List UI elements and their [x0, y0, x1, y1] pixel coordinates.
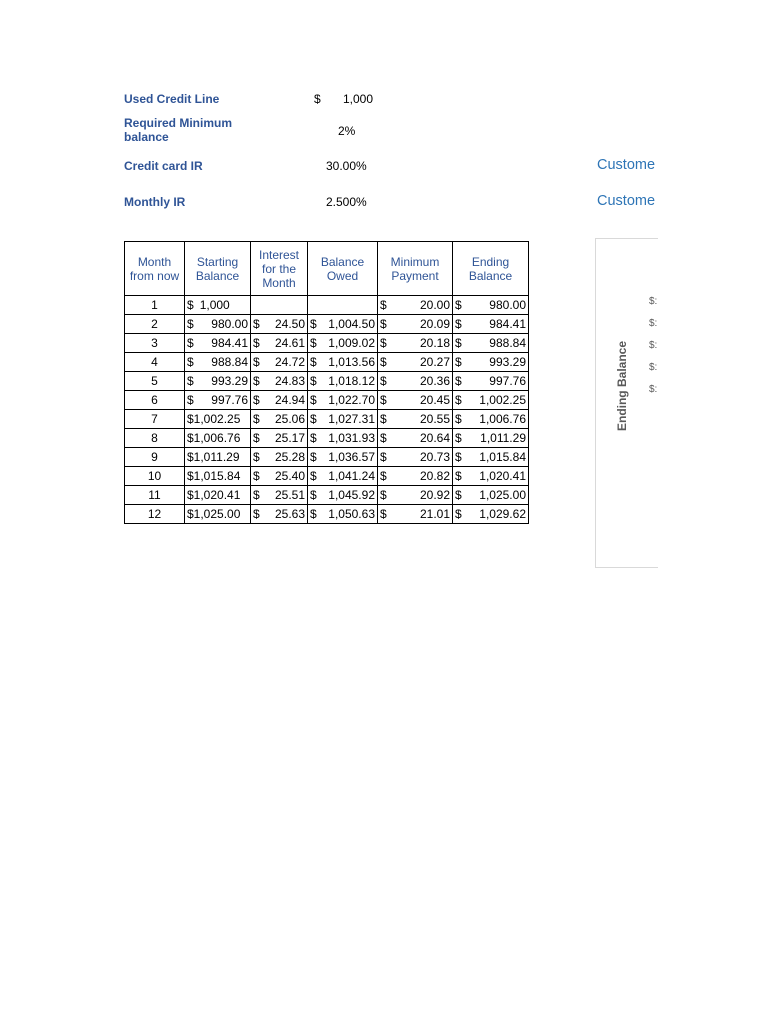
cell-ending-balance: $ 984.41: [453, 315, 529, 334]
required-minimum-label-line2: balance: [124, 130, 169, 144]
chart-y-tick: $:: [649, 362, 658, 373]
cell-balance-owed: $ 1,031.93: [308, 429, 378, 448]
cell-interest: $ 24.94: [251, 391, 308, 410]
cell-starting-balance: $ 984.41: [185, 334, 251, 353]
cell-balance-owed: $ 1,041.24: [308, 467, 378, 486]
cell-minimum-payment: $ 20.09: [378, 315, 453, 334]
cell-interest: $ 25.06: [251, 410, 308, 429]
chart-y-tick: $:: [649, 318, 658, 329]
cell-month: 12: [125, 505, 185, 524]
cell-balance-owed: $ 1,018.12: [308, 372, 378, 391]
cell-month: 1: [125, 296, 185, 315]
cell-starting-balance: $ 997.76: [185, 391, 251, 410]
cell-month: 6: [125, 391, 185, 410]
ending-balance-chart: [595, 238, 658, 568]
cell-ending-balance: $ 1,011.29: [453, 429, 529, 448]
required-minimum-value: 2%: [338, 124, 356, 138]
cell-interest: $ 24.72: [251, 353, 308, 372]
table-row: [125, 467, 529, 486]
monthly-ir-value: 2.500%: [326, 195, 367, 209]
cell-balance-owed: $ 1,022.70: [308, 391, 378, 410]
table-row: [125, 429, 529, 448]
cell-starting-balance: $1,015.84: [185, 467, 251, 486]
cell-month: 4: [125, 353, 185, 372]
cell-minimum-payment: $ 21.01: [378, 505, 453, 524]
cell-starting-balance: $1,006.76: [185, 429, 251, 448]
cell-ending-balance: $ 1,025.00: [453, 486, 529, 505]
cell-minimum-payment: $ 20.00: [378, 296, 453, 315]
customer-label-cut-1: Custome: [597, 157, 656, 173]
cell-ending-balance: $ 1,029.62: [453, 505, 529, 524]
cell-interest: $ 24.61: [251, 334, 308, 353]
chart-y-tick: $:: [649, 340, 658, 351]
cell-interest: $ 25.63: [251, 505, 308, 524]
cell-minimum-payment: $ 20.92: [378, 486, 453, 505]
cell-month: 5: [125, 372, 185, 391]
cell-ending-balance: $ 988.84: [453, 334, 529, 353]
cell-month: 9: [125, 448, 185, 467]
cell-interest: $ 24.50: [251, 315, 308, 334]
cell-month: 8: [125, 429, 185, 448]
cell-minimum-payment: $ 20.36: [378, 372, 453, 391]
used-credit-line-currency: $: [314, 92, 321, 106]
cell-minimum-payment: $ 20.55: [378, 410, 453, 429]
cell-balance-owed: $ 1,036.57: [308, 448, 378, 467]
table-row: [125, 410, 529, 429]
balance-table: [124, 241, 529, 524]
monthly-ir-label: Monthly IR: [124, 195, 186, 209]
header-ending-balance: Ending Balance: [453, 242, 529, 296]
cell-minimum-payment: $ 20.82: [378, 467, 453, 486]
header-interest: Interest for the Month: [251, 242, 308, 296]
table-row: [125, 448, 529, 467]
cell-balance-owed: $ 1,004.50: [308, 315, 378, 334]
cell-balance-owed: $ 1,013.56: [308, 353, 378, 372]
cell-minimum-payment: $ 20.45: [378, 391, 453, 410]
cell-starting-balance: $1,002.25: [185, 410, 251, 429]
cell-interest: [251, 296, 308, 315]
cell-starting-balance: $ 1,000: [185, 296, 251, 315]
cell-interest: $ 25.51: [251, 486, 308, 505]
used-credit-line-value: 1,000: [343, 92, 374, 106]
cell-ending-balance: $ 1,015.84: [453, 448, 529, 467]
cell-month: 10: [125, 467, 185, 486]
customer-label-cut-2: Custome: [597, 193, 656, 209]
cell-month: 3: [125, 334, 185, 353]
cell-interest: $ 25.40: [251, 467, 308, 486]
cell-balance-owed: $ 1,027.31: [308, 410, 378, 429]
cell-interest: $ 24.83: [251, 372, 308, 391]
cell-balance-owed: [308, 296, 378, 315]
cell-starting-balance: $ 980.00: [185, 315, 251, 334]
cell-starting-balance: $1,011.29: [185, 448, 251, 467]
credit-card-ir-value: 30.00%: [326, 159, 367, 173]
cell-ending-balance: $ 997.76: [453, 372, 529, 391]
cell-interest: $ 25.17: [251, 429, 308, 448]
table-row: [125, 391, 529, 410]
cell-minimum-payment: $ 20.27: [378, 353, 453, 372]
table-row: [125, 353, 529, 372]
header-balance-owed: Balance Owed: [308, 242, 378, 296]
cell-interest: $ 25.28: [251, 448, 308, 467]
cell-starting-balance: $1,025.00: [185, 505, 251, 524]
cell-month: 2: [125, 315, 185, 334]
cell-ending-balance: $ 1,002.25: [453, 391, 529, 410]
cell-ending-balance: $ 1,020.41: [453, 467, 529, 486]
header-minimum-payment: Minimum Payment: [378, 242, 453, 296]
cell-minimum-payment: $ 20.18: [378, 334, 453, 353]
cell-minimum-payment: $ 20.73: [378, 448, 453, 467]
chart-y-axis-title: Ending Balance: [615, 340, 629, 432]
table-row: [125, 505, 529, 524]
required-minimum-label-line1: Required Minimum: [124, 116, 233, 130]
cell-month: 11: [125, 486, 185, 505]
cell-ending-balance: $ 1,006.76: [453, 410, 529, 429]
cell-minimum-payment: $ 20.64: [378, 429, 453, 448]
table-row: [125, 486, 529, 505]
cell-balance-owed: $ 1,009.02: [308, 334, 378, 353]
table-row: [125, 372, 529, 391]
table-header-row: [125, 242, 529, 296]
cell-month: 7: [125, 410, 185, 429]
header-starting-balance: Starting Balance: [185, 242, 251, 296]
credit-card-ir-label: Credit card IR: [124, 159, 203, 173]
chart-y-tick: $:: [649, 384, 658, 395]
cell-ending-balance: $ 980.00: [453, 296, 529, 315]
used-credit-line-label: Used Credit Line: [124, 92, 220, 106]
table-row: [125, 334, 529, 353]
chart-y-tick: $:: [649, 296, 658, 307]
cell-starting-balance: $ 993.29: [185, 372, 251, 391]
table-row: [125, 296, 529, 315]
cell-starting-balance: $ 988.84: [185, 353, 251, 372]
cell-ending-balance: $ 993.29: [453, 353, 529, 372]
cell-balance-owed: $ 1,045.92: [308, 486, 378, 505]
header-month: Month from now: [125, 242, 185, 296]
cell-starting-balance: $1,020.41: [185, 486, 251, 505]
table-row: [125, 315, 529, 334]
cell-balance-owed: $ 1,050.63: [308, 505, 378, 524]
